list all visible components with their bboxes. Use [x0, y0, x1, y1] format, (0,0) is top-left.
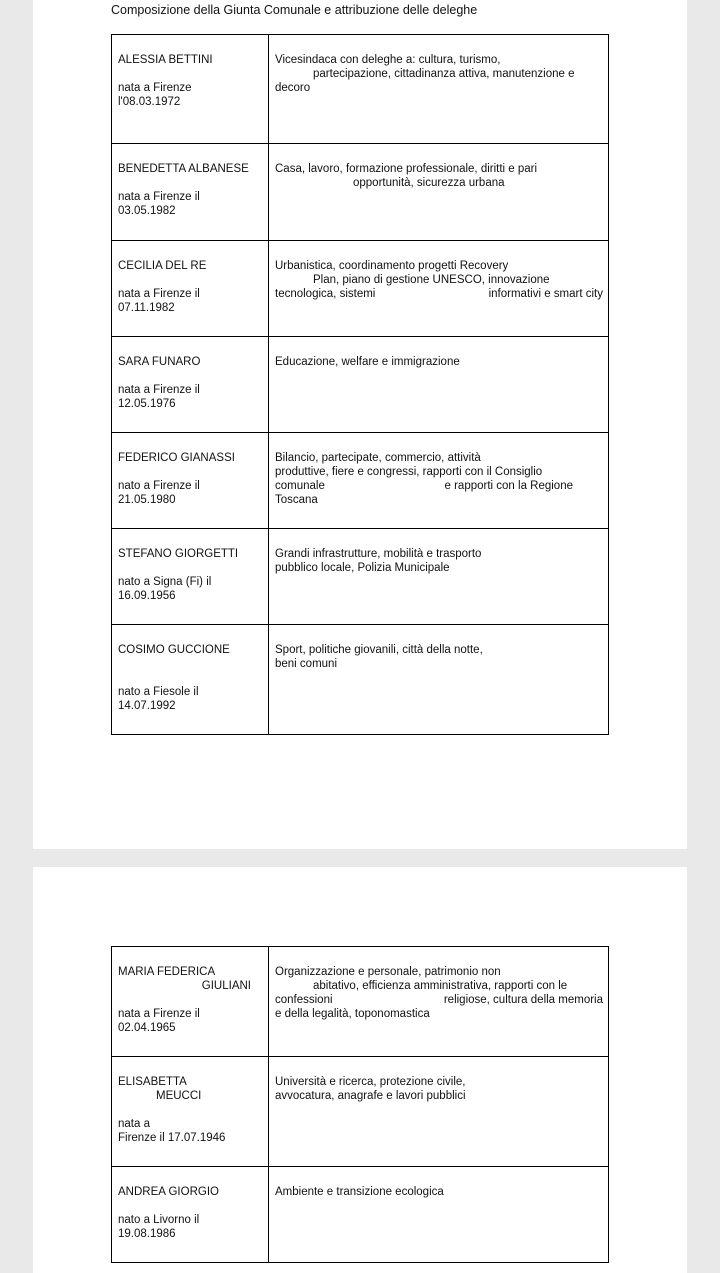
member-surname: GIULIANI: [201, 980, 251, 992]
table-row: [112, 529, 609, 625]
deleghe-line: Casa, lavoro, formazione professionale, diritti e pari: [275, 163, 538, 175]
table-row: [112, 337, 609, 433]
deleghe-line: Urbanistica, coordinamento progetti Recovery: [275, 260, 509, 272]
deleghe-line: tecnologica, sistemi: [275, 288, 376, 300]
member-name: SARA FUNARO: [118, 356, 201, 368]
member-name: FEDERICO GIANASSI: [118, 452, 235, 464]
deleghe-line: Toscana: [275, 494, 318, 506]
member-cell: [112, 144, 269, 241]
member-birth-place: nata a Firenze: [118, 82, 192, 94]
deleghe-line: e rapporti con la Regione: [444, 480, 573, 492]
deleghe-cell: [269, 529, 609, 625]
member-birth-place: nata a Firenze il: [118, 191, 200, 203]
member-birth-place: nata a: [118, 1118, 150, 1130]
giunta-table-page-2: [111, 946, 609, 1263]
deleghe-cell: [269, 1057, 609, 1167]
member-birth-place: nato a Livorno il: [118, 1214, 200, 1226]
deleghe-line: religiose, cultura della memoria: [443, 994, 603, 1006]
deleghe-line: opportunità, sicurezza urbana: [353, 177, 505, 189]
table-row: [112, 947, 609, 1057]
member-cell: [112, 1167, 269, 1263]
member-cell: [112, 947, 269, 1057]
member-name: ALESSIA BETTINI: [118, 54, 213, 66]
member-birth-place: nato a Signa (Fi) il: [118, 576, 212, 588]
deleghe-line: comunale: [275, 480, 325, 492]
table-row: [112, 625, 609, 735]
member-birth-date: 16.09.1956: [118, 590, 176, 602]
table-row: [112, 241, 609, 337]
member-cell: [112, 529, 269, 625]
member-birth-date: 07.11.1982: [118, 302, 175, 314]
deleghe-line: produttive, fiere e congressi, rapporti con il Consiglio: [275, 466, 543, 478]
deleghe-line: Educazione, welfare e immigrazione: [275, 356, 460, 368]
member-birth-date: 12.05.1976: [118, 398, 176, 410]
table-row: [112, 1057, 609, 1167]
member-name: BENEDETTA ALBANESE: [118, 163, 249, 175]
deleghe-line: Plan, piano di gestione UNESCO, innovazione: [313, 274, 550, 286]
table-row: [112, 1167, 609, 1263]
deleghe-line: informativi e smart city: [488, 288, 603, 300]
member-cell: [112, 625, 269, 735]
deleghe-line: Sport, politiche giovanili, città della notte,: [275, 644, 483, 656]
member-birth-place: nato a Fiesole il: [118, 686, 199, 698]
member-birth-place: nato a Firenze il: [118, 480, 200, 492]
deleghe-line: Vicesindaca con deleghe a: cultura, turismo,: [275, 54, 501, 66]
deleghe-cell: [269, 947, 609, 1057]
member-birth-place: nata a Firenze il: [118, 288, 200, 300]
member-birth-date: Firenze il 17.07.1946: [118, 1132, 226, 1144]
member-birth-date: 02.04.1965: [118, 1022, 176, 1034]
member-cell: [112, 337, 269, 433]
deleghe-line: Grandi infrastrutture, mobilità e trasporto: [275, 548, 482, 560]
member-birth-date: 19.08.1986: [118, 1228, 176, 1240]
deleghe-line: Bilancio, partecipate, commercio, attività: [275, 452, 481, 464]
member-name: STEFANO GIORGETTI: [118, 548, 239, 560]
member-birth-place: nata a Firenze il: [118, 384, 200, 396]
member-birth-date: 14.07.1992: [118, 700, 176, 712]
member-birth-date: 21.05.1980: [118, 494, 176, 506]
deleghe-cell: [269, 337, 609, 433]
deleghe-line: pubblico locale, Polizia Municipale: [275, 562, 450, 574]
giunta-table-page-1: [111, 34, 609, 735]
member-name: ELISABETTA: [118, 1076, 187, 1088]
deleghe-cell: [269, 1167, 609, 1263]
table-row: [112, 433, 609, 529]
deleghe-line: Organizzazione e personale, patrimonio non: [275, 966, 501, 978]
document-title: Composizione della Giunta Comunale e attribuzione delle deleghe: [111, 3, 478, 17]
member-birth-date: 03.05.1982: [118, 205, 176, 217]
deleghe-cell: [269, 433, 609, 529]
deleghe-line: e della legalità, toponomastica: [275, 1008, 430, 1020]
member-name: MARIA FEDERICA: [118, 966, 216, 978]
member-birth-place: nata a Firenze il: [118, 1008, 200, 1020]
member-name: COSIMO GUCCIONE: [118, 644, 230, 656]
deleghe-line: Università e ricerca, protezione civile,: [275, 1076, 466, 1088]
member-name: CECILIA DEL RE: [118, 260, 207, 272]
table-row: [112, 35, 609, 144]
member-cell: [112, 433, 269, 529]
member-birth-date: l'08.03.1972: [118, 96, 181, 108]
deleghe-line: confessioni: [275, 994, 333, 1006]
member-cell: [112, 241, 269, 337]
deleghe-line: decoro: [275, 82, 311, 94]
deleghe-cell: [269, 241, 609, 337]
deleghe-line: Ambiente e transizione ecologica: [275, 1186, 444, 1198]
table-row: [112, 144, 609, 241]
deleghe-cell: [269, 144, 609, 241]
deleghe-cell: [269, 35, 609, 144]
deleghe-line: partecipazione, cittadinanza attiva, manutenzione e: [313, 68, 575, 80]
member-cell: [112, 1057, 269, 1167]
deleghe-line: avvocatura, anagrafe e lavori pubblici: [275, 1090, 466, 1102]
deleghe-line: beni comuni: [275, 658, 338, 670]
member-cell: [112, 35, 269, 144]
deleghe-line: abitativo, efficienza amministrativa, rapporti con le: [313, 980, 568, 992]
member-surname: MEUCCI: [156, 1090, 202, 1102]
member-name: ANDREA GIORGIO: [118, 1186, 219, 1198]
deleghe-cell: [269, 625, 609, 735]
